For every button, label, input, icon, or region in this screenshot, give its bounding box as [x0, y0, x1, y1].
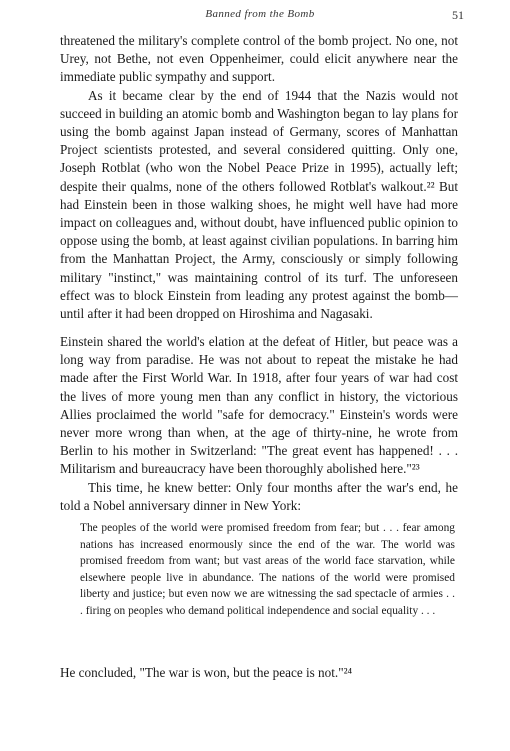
- page-number: 51: [452, 8, 464, 22]
- running-head: [60, 8, 464, 24]
- text-block-middle: [60, 333, 458, 515]
- block-quote: [80, 520, 455, 620]
- paragraph: As it became clear by the end of 1944 that the Nazis would not succeed in building an atomic bomb and Washington began to lay plans for using the bomb against Japan instead of Germany, scores of Manhattan Project scientists protested, and several considered quitting. Only one, Joseph Rotblat (who won the Nobel Peace Prize in 1995), actually left; despite their qualms, none of the others followed Rotblat's walkout.²² But had Einstein been in those walking shoes, he might well have had more impact on colleagues and, without doubt, have influenced public opinion to oppose using the bomb, at least against civilian populations. In barring him from the Manhattan Project, the Army, consciously or simply following military "instinct," was maintaining control of its turf. The unforeseen effect was to block Einstein from leading any protest against the bomb—until after it had been dropped on Hiroshima and Nagasaki.: [60, 87, 458, 322]
- paragraph: Einstein shared the world's elation at the defeat of Hitler, but peace was a long way from paradise. He was not about to repeat the mistake he had made after the First World War. In 1918, after four years of war had cost the lives of more young men than any conflict in history, the victorious Allies proclaimed the world "safe for democracy." Einstein's words were never more wrong than when, at the age of thirty-nine, he wrote from Berlin to his mother in Switzerland: "The great event has happened! . . . Militarism and bureaucracy have been thoroughly abolished here."²³: [60, 334, 458, 477]
- closing-paragraph: [60, 664, 458, 682]
- quote-text: The peoples of the world were promised freedom from fear; but . . . fear among nations has increased enormously since the end of the war. The world was promised freedom from want; but vast areas of the world face starvation, while elsewhere people live in abundance. The nations of the world were promised liberty and justice; but even now we are witnessing the sad spectacle of armies . . . firing on peoples who demand political independence and social equality . . .: [80, 522, 455, 617]
- paragraph: He concluded, "The war is won, but the peace is not."²⁴: [60, 665, 353, 680]
- text-block-top: [60, 32, 458, 323]
- paragraph: This time, he knew better: Only four months after the war's end, he told a Nobel anniversary dinner in New York:: [60, 479, 458, 513]
- running-title: Banned from the Bomb: [205, 8, 315, 20]
- paragraph: threatened the military's complete control of the bomb project. No one, not Urey, not Bethe, not even Oppenheimer, could elicit anywhere near the immediate public sympathy and support.: [60, 33, 458, 85]
